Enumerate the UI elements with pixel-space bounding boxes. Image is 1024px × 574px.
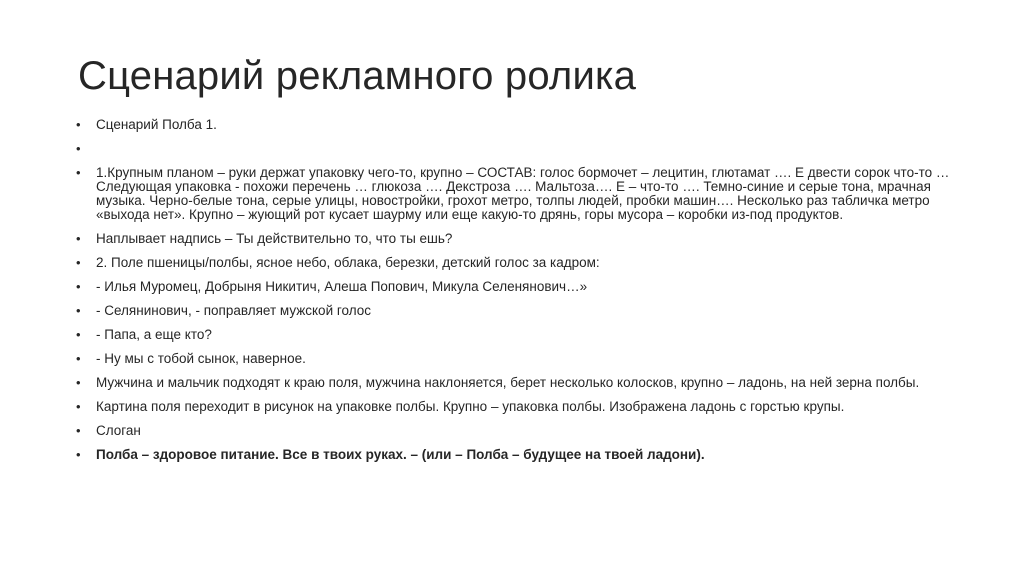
list-item <box>76 424 956 438</box>
list-item <box>76 118 956 132</box>
bullet-icon: • <box>76 399 81 414</box>
bullet-icon: • <box>76 327 81 342</box>
bullet-icon: • <box>76 255 81 270</box>
list-item-text: - Ну мы с тобой сынок, наверное. <box>96 351 306 366</box>
bullet-icon: • <box>76 375 81 390</box>
bullet-icon: • <box>76 303 81 318</box>
bullet-icon: • <box>76 423 81 438</box>
list-item-empty <box>76 142 956 156</box>
bullet-icon: • <box>76 117 81 132</box>
list-item-text: Картина поля переходит в рисунок на упаковке полбы. Крупно – упаковка полбы. Изображена ладонь с горстью крупы. <box>96 399 845 414</box>
list-item-text: - Илья Муромец, Добрыня Никитич, Алеша Попович, Микула Селенянович…» <box>96 279 588 294</box>
list-item-text: Наплывает надпись – Ты действительно то, что ты ешь? <box>96 231 453 246</box>
list-item <box>76 328 956 342</box>
list-item <box>76 376 956 390</box>
list-item <box>76 256 956 270</box>
list-item-slogan <box>76 448 956 462</box>
list-item-text: 2. Поле пшеницы/полбы, ясное небо, облака, березки, детский голос за кадром: <box>96 255 600 270</box>
list-item-text: - Папа, а еще кто? <box>96 327 212 342</box>
list-item-text: Мужчина и мальчик подходят к краю поля, мужчина наклоняется, берет несколько колосков, крупно – ладонь, на ней зерна полбы. <box>96 375 920 390</box>
list-item <box>76 304 956 318</box>
list-item-text: 1.Крупным планом – руки держат упаковку чего-то, крупно – СОСТАВ: голос бормочет – лецитин, глютамат …. Е двести сорок что-то … Следующая упаковка - похожи перечень … глюкоза …. Декстроза …. Мальтоза…. Е – что-то …. Темно-синие и серые тона, мрачная музыка. Черно-белые тона, серые улицы, новостройки, грохот метро, толпы людей, пробки машин…. Несколько раз табличка метро «выхода нет». Крупно – жующий рот кусает шаурму или еще какую-то дрянь, горы мусора – коробки из-под продуктов. <box>96 165 950 222</box>
slide-title: Сценарий рекламного ролика <box>78 54 637 98</box>
bullet-list <box>76 118 956 472</box>
bullet-icon: • <box>76 447 81 462</box>
list-item-text: - Селянинович, - поправляет мужской голос <box>96 303 371 318</box>
list-item-text: Полба – здоровое питание. Все в твоих руках. – (или – Полба – будущее на твоей ладони). <box>96 447 705 462</box>
bullet-icon: • <box>76 141 81 156</box>
list-item <box>76 166 956 222</box>
list-item-text: Слоган <box>96 423 141 438</box>
bullet-icon: • <box>76 231 81 246</box>
bullet-icon: • <box>76 351 81 366</box>
list-item <box>76 280 956 294</box>
bullet-icon: • <box>76 279 81 294</box>
bullet-icon: • <box>76 165 81 180</box>
list-item <box>76 232 956 246</box>
list-item <box>76 400 956 414</box>
list-item-text: Сценарий Полба 1. <box>96 117 217 132</box>
list-item <box>76 352 956 366</box>
